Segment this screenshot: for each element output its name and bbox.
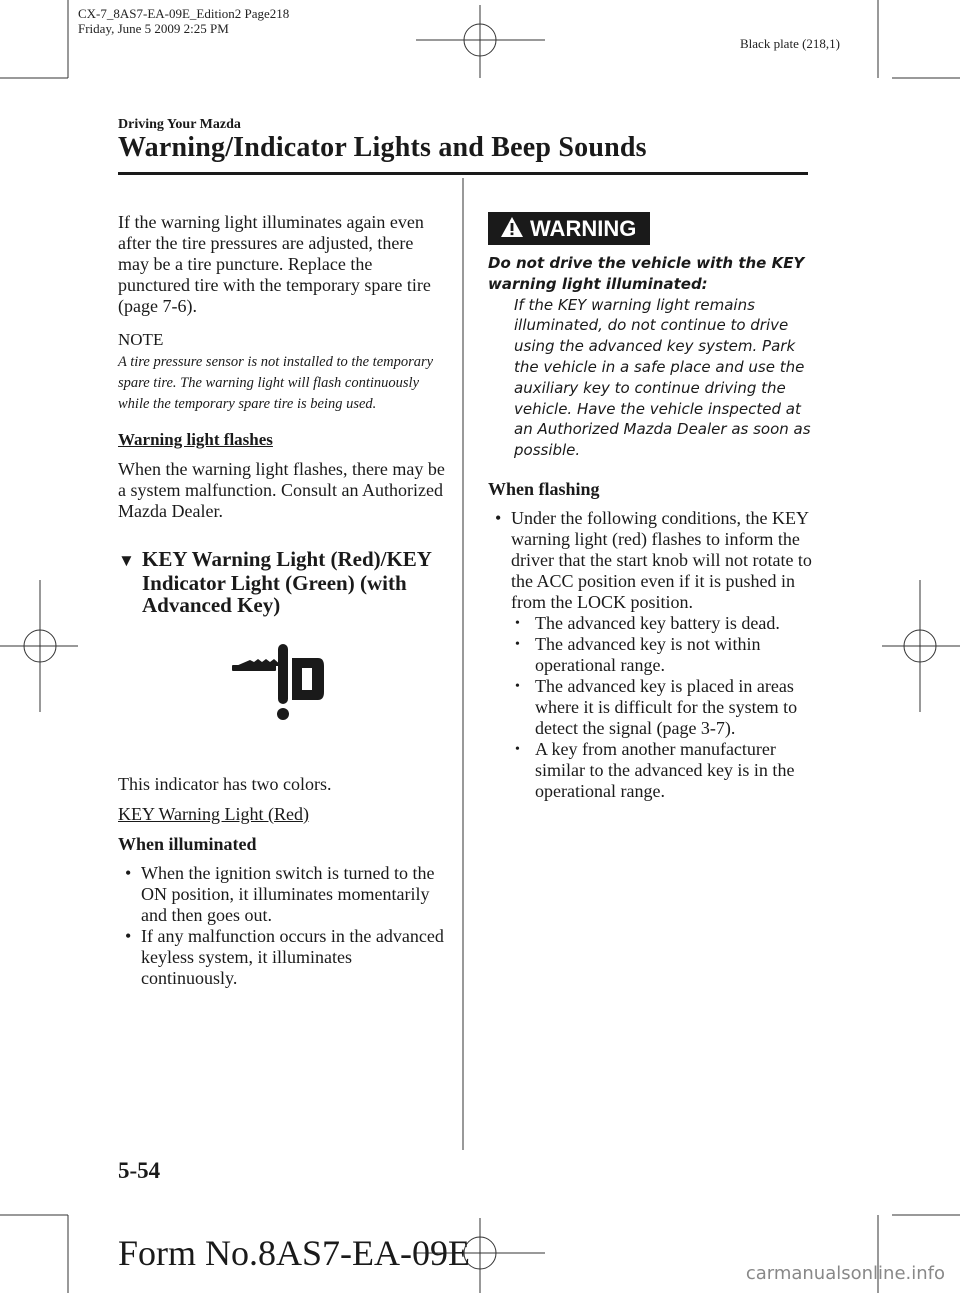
when-flashing-heading: When flashing	[488, 478, 600, 499]
print-date-line: Friday, June 5 2009 2:25 PM	[78, 21, 229, 36]
page-number: 5-54	[118, 1158, 161, 1183]
key-indicator-figure	[118, 624, 448, 774]
list-item	[488, 508, 818, 802]
warning-text: If the KEY warning light remains illuminated, do not continue to drive using the advanced key system. Park the vehicle in a safe place and use the auxiliary key to continue driving the vehicle. Have the vehicle inspected at an Authorized Mazda Dealer as soon as possible.	[514, 295, 811, 460]
key-warning-icon	[232, 644, 342, 724]
print-file-line: CX-7_8AS7-EA-09E_Edition2 Page218	[78, 6, 290, 21]
warning-label: WARNING	[530, 216, 637, 241]
flash-bullet-text: Under the following conditions, the KEY warning light (red) flashes to inform the driver that the start knob will not rotate to the ACC position even if it is pushed in from the LOCK position.	[511, 507, 812, 612]
left-column	[118, 212, 448, 989]
warning-exclamation-icon	[500, 216, 524, 238]
right-column	[488, 212, 818, 802]
two-colors-text: This indicator has two colors.	[118, 774, 332, 794]
flash-text: When the warning light flashes, there may be a system malfunction. Consult an Authorized Mazda Dealer.	[118, 459, 445, 521]
list-item: • The advanced key is not within operational range.	[511, 634, 818, 676]
note-text: A tire pressure sensor is not installed to the temporary spare tire. The warning light will flash continuously while the temporary spare tire is being used.	[118, 354, 434, 412]
key-heading-text: KEY Warning Light (Red)/KEY Indicator Light (Green) (with Advanced Key)	[142, 547, 432, 617]
illuminated-list	[118, 863, 448, 989]
warning-badge	[488, 212, 650, 245]
note-label: NOTE	[118, 330, 164, 349]
condition-list	[511, 613, 818, 802]
section-label: Driving Your Mazda	[118, 117, 241, 132]
key-heading	[118, 548, 448, 616]
form-number: Form No.8AS7-EA-09E	[118, 1233, 470, 1273]
warning-lead: Do not drive the vehicle with the KEY warning light illuminated:	[488, 254, 805, 293]
down-triangle-icon: ▼	[118, 551, 135, 570]
flash-heading: Warning light flashes	[118, 430, 273, 449]
list-item: • If any malfunction occurs in the advanced keyless system, it illuminates continuously.	[118, 926, 448, 989]
flashing-list	[488, 508, 818, 802]
intro-paragraph: If the warning light illuminates again even after the tire pressures are adjusted, there may be a tire puncture. Replace the punctured tire with the temporary spare tire (page 7-6).	[118, 212, 431, 316]
list-item: • The advanced key is placed in areas where it is difficult for the system to detect the signal (page 3-7).	[511, 676, 818, 739]
list-item: • The advanced key battery is dead.	[511, 613, 818, 634]
when-illuminated-heading: When illuminated	[118, 834, 257, 854]
red-light-heading: KEY Warning Light (Red)	[118, 804, 310, 824]
watermark: carmanualsonline.info	[745, 1263, 945, 1284]
page-title: Warning/Indicator Lights and Beep Sounds	[118, 132, 647, 163]
warning-body	[488, 253, 818, 461]
title-rule	[118, 172, 808, 175]
list-item: • A key from another manufacturer similar to the advanced key is in the operational range.	[511, 739, 818, 802]
plate-label: Black plate (218,1)	[740, 36, 840, 51]
list-item: • When the ignition switch is turned to the ON position, it illuminates momentarily and then goes out.	[118, 863, 448, 926]
